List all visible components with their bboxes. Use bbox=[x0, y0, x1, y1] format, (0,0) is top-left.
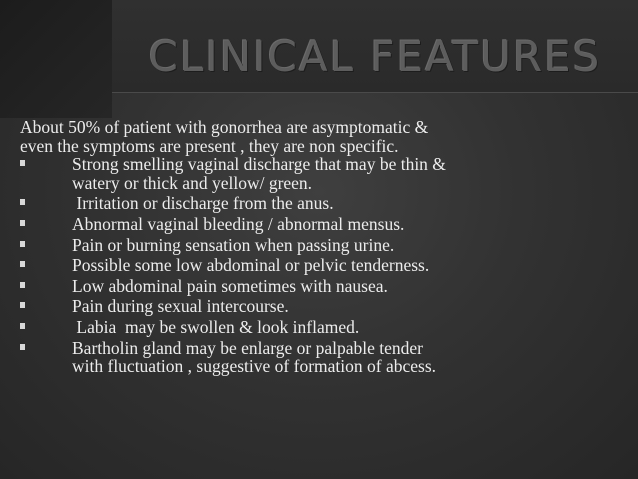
bullet-item bbox=[20, 339, 620, 376]
square-bullet-icon bbox=[20, 261, 25, 267]
bullet-item bbox=[20, 194, 620, 213]
intro-line-2: even the symptoms are present , they are non specific. bbox=[20, 135, 399, 156]
bullet-item bbox=[20, 297, 620, 316]
bullet-line-2: watery or thick and yellow/ green. bbox=[72, 172, 313, 193]
bullet-item bbox=[20, 155, 620, 192]
slide-body bbox=[20, 118, 620, 378]
bullet-item bbox=[20, 215, 620, 234]
square-bullet-icon bbox=[20, 199, 25, 205]
title-bar-divider bbox=[112, 92, 638, 93]
bullet-item bbox=[20, 236, 620, 255]
slide-title: CLINICAL FEATURES bbox=[148, 32, 602, 81]
bullet-line-1: Abnormal vaginal bleeding / abnormal mensus. bbox=[72, 213, 405, 234]
square-bullet-icon bbox=[20, 241, 25, 247]
bullet-list bbox=[20, 155, 620, 376]
bullet-line-1: Irritation or discharge from the anus. bbox=[72, 193, 334, 214]
bullet-line-1: Possible some low abdominal or pelvic tenderness. bbox=[72, 255, 430, 276]
corner-decoration bbox=[0, 0, 112, 118]
bullet-line-1: Bartholin gland may be enlarge or palpable tender bbox=[72, 337, 424, 358]
intro-paragraph bbox=[20, 118, 620, 155]
square-bullet-icon bbox=[20, 160, 25, 166]
square-bullet-icon bbox=[20, 220, 25, 226]
square-bullet-icon bbox=[20, 282, 25, 288]
bullet-line-1: Pain or burning sensation when passing urine. bbox=[72, 234, 395, 255]
intro-line-1: About 50% of patient with gonorrhea are asymptomatic & bbox=[20, 117, 429, 137]
bullet-line-1: Labia may be swollen & look inflamed. bbox=[72, 316, 360, 337]
bullet-line-2: with fluctuation , suggestive of formation of abcess. bbox=[72, 356, 437, 377]
bullet-item bbox=[20, 256, 620, 275]
bullet-item bbox=[20, 277, 620, 296]
bullet-item bbox=[20, 318, 620, 337]
square-bullet-icon bbox=[20, 323, 25, 329]
bullet-line-1: Pain during sexual intercourse. bbox=[72, 296, 289, 317]
square-bullet-icon bbox=[20, 302, 25, 308]
bullet-line-1: Strong smelling vaginal discharge that may be thin & bbox=[72, 154, 446, 175]
square-bullet-icon bbox=[20, 344, 25, 350]
bullet-line-1: Low abdominal pain sometimes with nausea. bbox=[72, 275, 388, 296]
